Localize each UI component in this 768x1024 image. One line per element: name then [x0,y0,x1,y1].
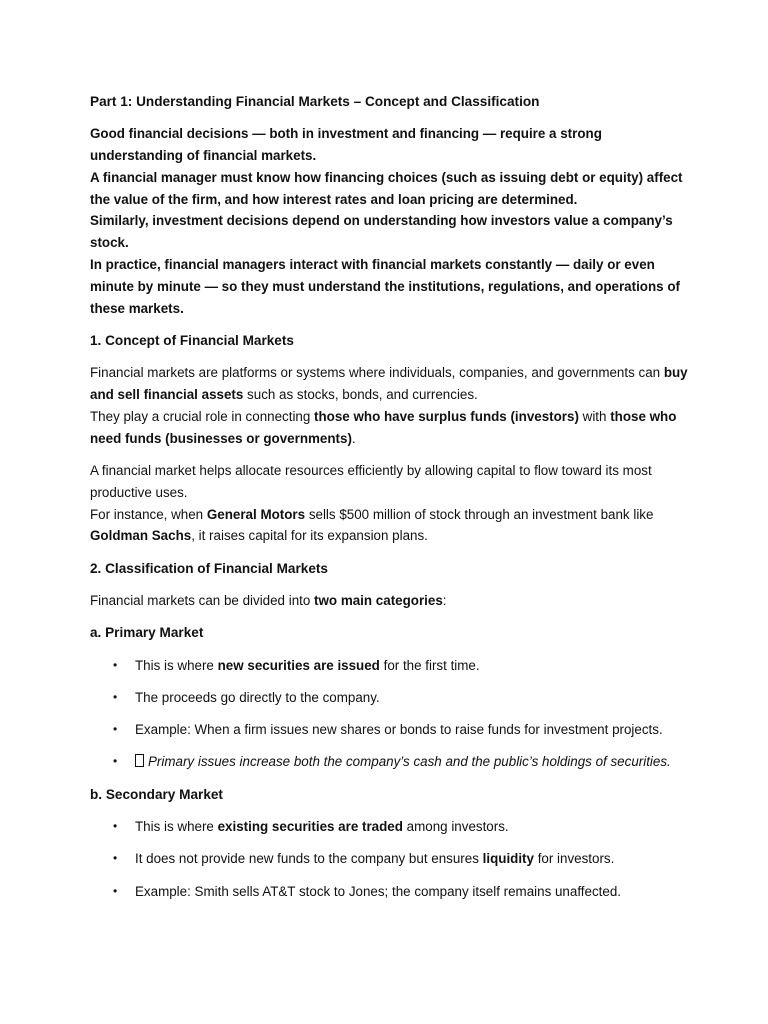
text: The proceeds go directly to the company. [135,689,380,705]
text: , it raises capital for its expansion plans. [191,528,428,544]
list-item [90,816,690,838]
subheading-primary-market: a. Primary Market [90,625,204,641]
text: for the first time. [379,657,480,673]
text: . [351,430,356,446]
bullet-icon: • [113,657,118,672]
bullet-icon: • [113,883,118,898]
concept-p1-line-1 [90,362,690,406]
secondary-market-list [90,816,690,902]
emphasis-text: Goldman Sachs [90,528,192,544]
emphasis-text: buy and sell financial assets [90,365,688,403]
bullet-icon: • [113,689,118,704]
text: This is where [135,819,218,835]
concept-p2-line-1: A financial market helps allocate resources efficiently by allowing capital to flow toward its most productive uses. [90,462,652,500]
classification-intro [90,590,690,612]
document-page [90,91,690,913]
emphasis-text: those who need funds (businesses or governments) [90,408,677,446]
text: For instance, when [90,506,207,522]
bullet-icon: • [113,819,118,834]
text: This is where [135,657,218,673]
subheading-secondary-market: b. Secondary Market [90,786,223,802]
text: for investors. [533,851,615,867]
italic-note: Primary issues increase both the company’s cash and the public’s holdings of securities. [148,754,671,770]
list-item [90,751,690,773]
emphasis-text: new securities are issued [217,657,380,673]
intro-line-2: A financial manager must know how financing choices (such as issuing debt or equity) affect the value of the firm, and how interest rates and loan pricing are determined. [90,169,683,207]
text: Financial markets are platforms or systems where individuals, companies, and governments can [90,365,664,381]
text: They play a crucial role in connecting [90,408,315,424]
concept-paragraph-1 [90,362,690,449]
emphasis-text: General Motors [206,506,306,522]
page-title: Part 1: Understanding Financial Markets – Concept and Classification [90,94,540,109]
bullet-icon: • [113,851,118,866]
text: Financial markets can be divided into [90,592,315,608]
list-item [90,881,690,903]
text: with [578,408,611,424]
text: such as stocks, bonds, and currencies. [243,387,478,403]
emphasis-text: liquidity [482,851,534,867]
text: : [442,592,447,608]
intro-line-1: Good financial decisions — both in investment and financing — require a strong understanding of financial markets. [90,126,602,164]
intro-line-3: Similarly, investment decisions depend on understanding how investors value a company’s stock. [90,213,673,251]
concept-paragraph-2 [90,460,690,547]
list-item [90,655,690,677]
bullet-icon: • [113,754,118,769]
section-heading-concept: 1. Concept of Financial Markets [90,332,294,348]
text: among investors. [402,819,509,835]
concept-p1-line-2 [90,406,690,450]
text: Example: Smith sells AT&T stock to Jones; the company itself remains unaffected. [135,883,622,899]
list-item [90,848,690,870]
intro-line-4: In practice, financial managers interact with financial markets constantly — daily or even minute by minute — so they must understand the institutions, regulations, and operations of these markets. [90,257,680,316]
missing-glyph-icon [135,754,144,767]
emphasis-text: two main categories [314,592,443,608]
list-item [90,687,690,709]
concept-p2-line-2 [90,504,690,548]
bullet-icon: • [113,722,118,737]
list-item [90,719,690,741]
intro-paragraph [90,123,690,319]
primary-market-list [90,655,690,774]
emphasis-text: those who have surplus funds (investors) [314,408,579,424]
emphasis-text: existing securities are traded [217,819,403,835]
text: sells $500 million of stock through an investment bank like [305,506,654,522]
section-heading-classification: 2. Classification of Financial Markets [90,560,328,576]
text: Example: When a firm issues new shares or bonds to raise funds for investment projects. [135,722,663,738]
text: It does not provide new funds to the company but ensures [135,851,483,867]
